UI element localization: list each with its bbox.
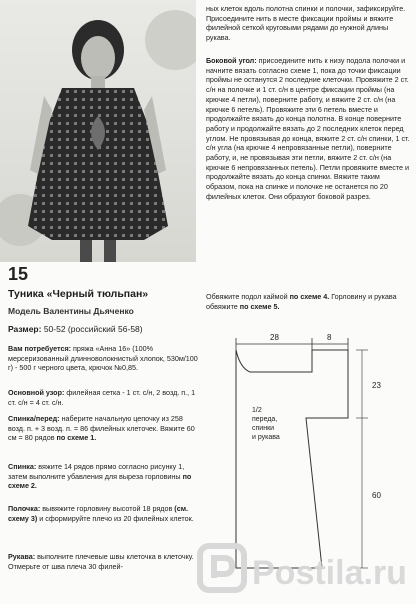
right-intro: ных клеток вдоль полотна спинки и полочки, зафиксируйте. Присоедините нить в месте фиксации проймы и вяжите филейной сеткой круговыми рядами до нужной длины рукава.	[206, 4, 406, 43]
materials-block	[8, 344, 198, 373]
finish-block	[206, 292, 410, 311]
dim-top-left: 28	[270, 333, 279, 342]
pattern-model: Модель Валентины Дьяченко	[8, 306, 134, 316]
size-label: Размер:	[8, 324, 42, 334]
materials-label: Вам потребуется:	[8, 344, 72, 353]
dim-right-lower: 60	[372, 491, 381, 500]
materials-text: пряжа «Анна 16» (100% мерсеризованный длинноволокнистый хлопок, 530м/100 г) - 500 г черного цвета, крючок №0,85.	[8, 344, 198, 373]
diagram-label-1: 1/2	[252, 407, 262, 414]
back-label: Спинка:	[8, 462, 37, 471]
back-front-text: наберите начальную цепочку из 258 возд. п. + 3 возд. п. = 86 филейных клеточек. Вяжите 60 см = 80 рядов	[8, 414, 195, 443]
corner-block	[206, 56, 410, 202]
size-line	[8, 324, 143, 334]
back-front-ref: по схеме 1.	[56, 433, 97, 443]
diagram-label-3: спинки	[252, 425, 275, 432]
back-block	[8, 462, 198, 491]
shelf-block	[8, 504, 198, 523]
finish-tail: Горловину и рукава обвяжите	[206, 292, 397, 311]
finish-text: Обвяжите подол каймой	[206, 292, 288, 301]
corner-label: Боковой угол:	[206, 56, 257, 65]
dim-right-upper: 23	[372, 381, 381, 390]
back-text: вяжите 14 рядов прямо согласно рисунку 1, затем выполните убавления для выреза горловины	[8, 462, 185, 481]
garment-outline	[236, 350, 348, 568]
postila-wordmark: Postila.ru	[252, 554, 407, 592]
basic-pattern-text: филейная сетка - 1 ст. с/н, 2 возд. п., 1 ст. с/н = 4 ст. с/н.	[8, 388, 196, 407]
corner-text: присоедините нить к низу подола полочки и начните вязать согласно схеме 1, пока до точки фиксации проймы не останутся 2 последние клеточки. Провяжите 2 ст. с/н на полочке и 1 ст. с/н в центре фиксации проймы (на крючке 4 петли), поверните работу, и вяжите 2 ст. с/н (на крючке 6 петель). Провяжите эти 6 петель вместе и продолжайте вязать до конца полотна. В конце поверните работу и продолжайте вязать до 2 последних клеток перед углом. Не провязывая до конца, вяжите 2 ст. с/н спинки, 1 ст. с/н угла (на крючке 4 непровязанные петли), поверните работу, и, не провязывая эти петли, вяжите 2 ст. с/н (на крючке 6 непровязанных петель). Петли провяжите вместе и продолжайте вязать до конца спинки. Вяжите таким образом, пока на спинке и полочке не останется по 20 филейных клеток. Они образуют боковой разрез.	[206, 56, 410, 201]
sleeve-label: Рукава:	[8, 552, 36, 561]
basic-pattern-block	[8, 388, 198, 407]
sleeve-text: выполните плечевые швы клеточка в клеточку. Отмерьте от шва плеча 30 филей-	[8, 552, 194, 571]
sleeve-block	[8, 552, 198, 571]
back-front-block	[8, 414, 198, 443]
size-value: 50-52 (российский 56-58)	[43, 324, 143, 334]
shelf-ref: (см. схему 3)	[8, 504, 189, 523]
finish-ref: по схеме 4.	[289, 292, 330, 301]
pattern-title: Туника «Черный тюльпан»	[8, 288, 149, 300]
finish-ref2: по схеме 5.	[239, 301, 280, 311]
back-front-label: Спинка/перед:	[8, 414, 60, 423]
postila-logo-icon	[200, 546, 244, 590]
diagram-label-4: и рукава	[252, 434, 280, 441]
back-ref: по схеме 2.	[8, 471, 192, 491]
dim-top-right: 8	[327, 333, 332, 342]
shelf-text: вывяжите горловину высотой 18 рядов	[42, 504, 173, 513]
shelf-tail: и сформируйте плечо из 20 филейных клеток.	[39, 513, 194, 523]
model-photo	[0, 0, 196, 262]
diagram-label-2: переда,	[252, 416, 278, 423]
basic-pattern-label: Основной узор:	[8, 388, 65, 397]
postila-watermark	[194, 540, 416, 602]
pattern-number: 15	[8, 264, 29, 284]
shelf-label: Полочка:	[8, 504, 41, 513]
